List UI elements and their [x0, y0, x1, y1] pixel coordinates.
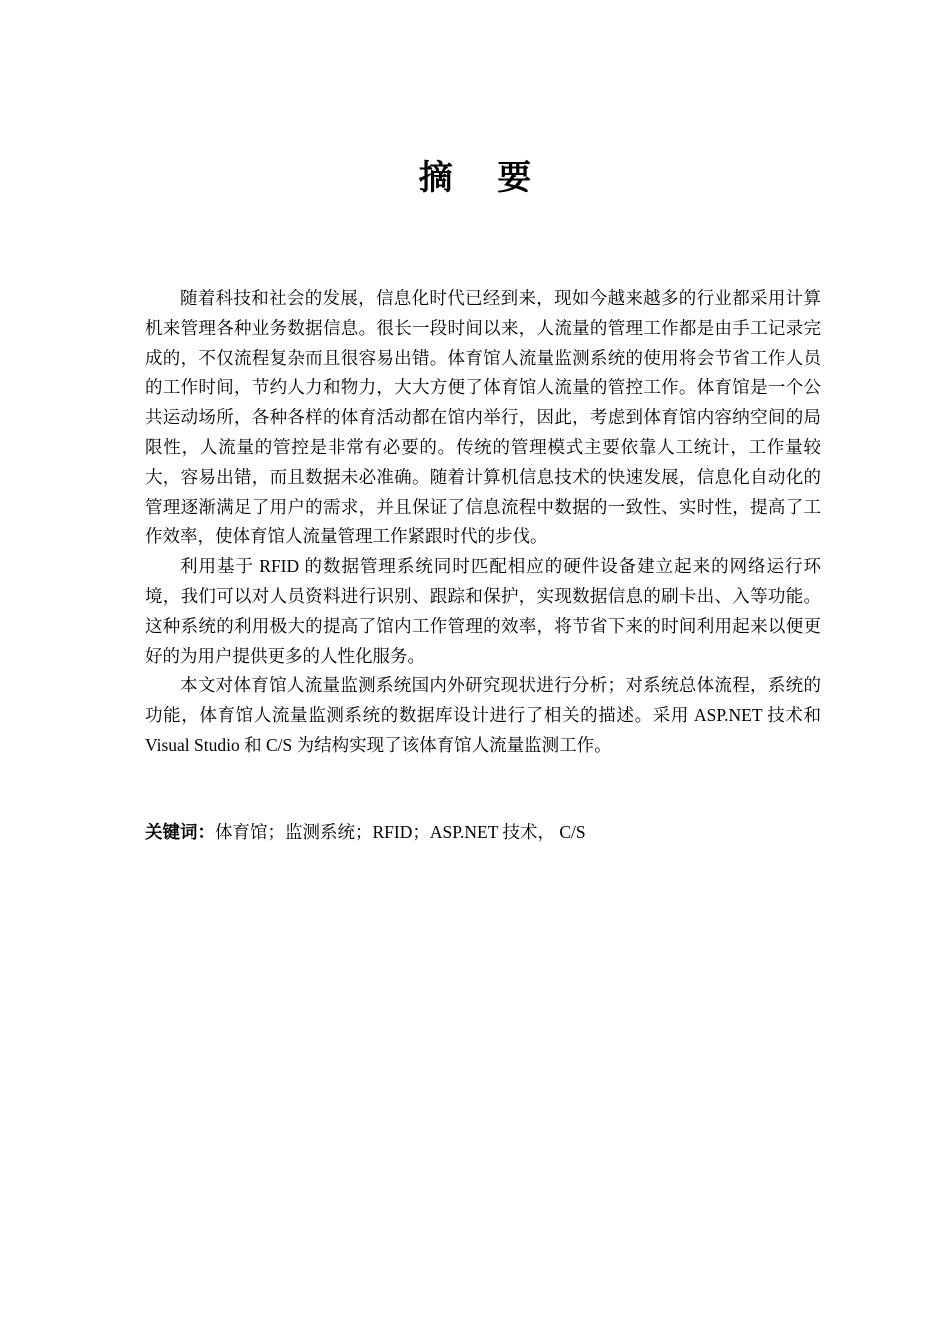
- keywords-label: 关键词：: [145, 822, 215, 842]
- keywords-value: 体育馆；监测系统；RFID；ASP.NET 技术， C/S: [215, 822, 586, 842]
- keywords-line: [145, 818, 821, 848]
- abstract-title: 摘 要: [418, 160, 550, 197]
- abstract-paragraph-2: 利用基于 RFID 的数据管理系统同时匹配相应的硬件设备建立起来的网络运行环境，我们可以对人员资料进行识别、跟踪和保护，实现数据信息的刷卡出、入等功能。这种系统的利用极大的提高了馆内工作管理的效率，将节省下来的时间利用起来以便更好的为用户提供更多的人性化服务。: [145, 556, 821, 666]
- abstract-paragraph-1: 随着科技和社会的发展，信息化时代已经到来，现如今越来越多的行业都采用计算机来管理各种业务数据信息。很长一段时间以来，人流量的管理工作都是由手工记录完成的，不仅流程复杂而且很容易出错。体育馆人流量监测系统的使用将会节省工作人员的工作时间，节约人力和物力，大大方便了体育馆人流量的管控工作。体育馆是一个公共运动场所，各种各样的体育活动都在馆内举行，因此，考虑到体育馆内容纳空间的局限性，人流量的管控是非常有必要的。传统的管理模式主要依靠人工统计，工作量较大，容易出错，而且数据未必准确。随着计算机信息技术的快速发展，信息化自动化的管理逐渐满足了用户的需求，并且保证了信息流程中数据的一致性、实时性，提高了工作效率，使体育馆人流量管理工作紧跟时代的步伐。: [145, 288, 821, 547]
- abstract-body: [145, 284, 821, 761]
- abstract-paragraph-3: 本文对体育馆人流量监测系统国内外研究现状进行分析；对系统总体流程，系统的功能，体育馆人流量监测系统的数据库设计进行了相关的描述。采用 ASP.NET 技术和 Visual Studio 和 C/S 为结构实现了该体育馆人流量监测工作。: [145, 675, 821, 755]
